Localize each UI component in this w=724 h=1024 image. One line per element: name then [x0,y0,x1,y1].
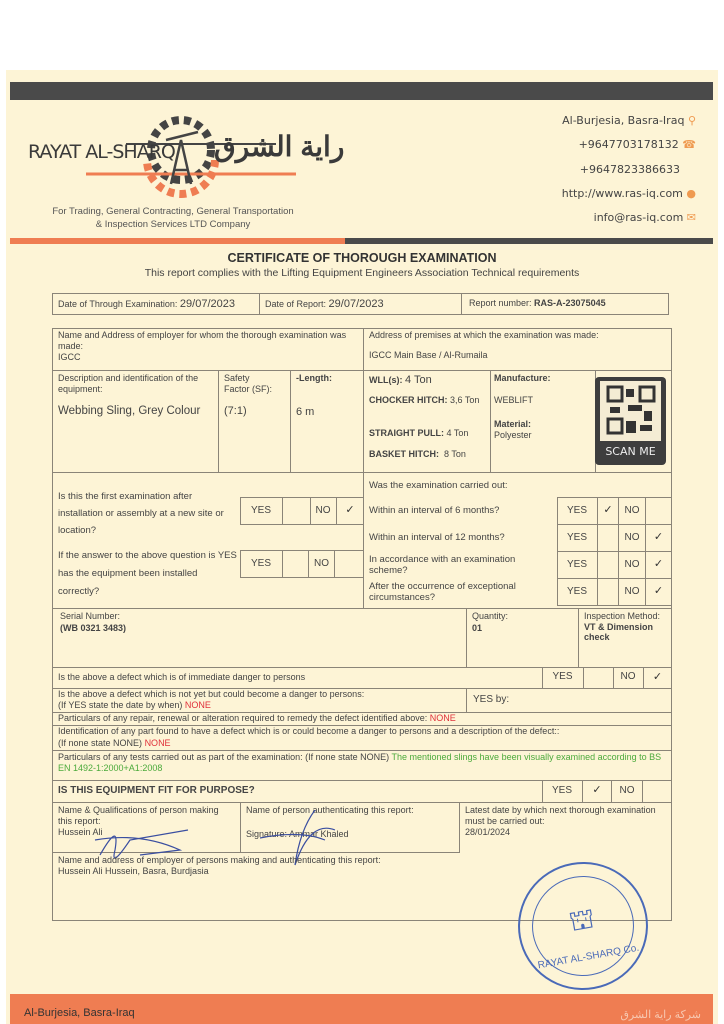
qr-pattern [600,381,661,441]
contact-phone-2[interactable]: +9647823386633 [579,163,680,176]
footer-address: Al-Burjesia, Basra-Iraq [24,1007,135,1019]
length-value: 6 m [296,406,315,418]
derrick-icon: ⛫ [566,902,598,938]
carried-out-question: After the occurrence of exceptional circumstances? [369,581,516,603]
identification-hint: (If none state NONE) [58,738,143,748]
repair-label: Particulars of any repair, renewal or alteration required to remedy the defect identified above: [58,713,428,723]
choker-value: 3,6 Ton [450,395,480,405]
fit-no-box[interactable] [642,780,672,803]
contact-address [562,114,696,127]
carried-out-question: In accordance with an examination scheme? [369,554,516,576]
tests-label: Particulars of any tests carried out as part of the examination: (If none state NONE) [58,752,390,762]
straight-pull-label: STRAIGHT PULL: [369,428,444,438]
no-label: NO [624,559,640,570]
inspection-method-value: VT & Dimension check [584,622,654,642]
employer-value: IGCC [58,352,81,362]
material-label: Material: [494,419,532,429]
immediate-danger-question: Is the above a defect which is of immediate danger to persons [58,672,306,682]
length-label: -Length: [296,373,332,383]
manufacture-value: WEBLIFT [494,395,534,405]
manufacture-label: Manufacture: [494,373,551,383]
tagline-line-1: For Trading, General Contracting, General Transportation [52,206,294,217]
yes-label: YES [552,671,573,682]
certificate-subtitle: This report complies with the Lifting Equipment Engineers Association Technical requirements [144,267,580,279]
yes-label: YES [566,586,587,597]
next-exam-value: 28/01/2024 [465,827,511,837]
yes-label: YES [551,785,572,796]
company-name-en: RAYAT AL-SHARQ [28,141,175,163]
no-label: NO [315,505,331,516]
no-label: NO [619,785,635,796]
first-exam-yes-box[interactable] [282,497,311,525]
tagline-line-2: & Inspection Services LTD Company [95,219,251,230]
length-cell [290,370,364,473]
repair-value: NONE [429,713,456,723]
straight-pull-value: 4 Ton [446,428,469,438]
yes-label: YES [566,505,587,516]
header-dark-bar [10,82,713,100]
tagline [28,205,318,231]
company-name-ar: راية الشرق [214,131,345,162]
phone-1-text[interactable]: +9647703178132 [578,138,679,151]
fit-for-purpose-label: IS THIS EQUIPMENT FIT FOR PURPOSE? [58,785,255,796]
premises-label: Address of premises at which the examination was made: [369,330,599,340]
quantity-label: Quantity: [472,611,509,621]
installed-correctly-question: If the answer to the above question is YES has the equipment been installed correctly? [58,550,237,597]
yes-label: YES [250,505,271,516]
material-value: Polyester [494,430,532,440]
check-icon: ✓ [652,671,663,683]
future-danger-hint: (If YES state the date by when) [58,700,183,710]
wll-value: 4 Ton [405,374,432,386]
contact-phone-1[interactable] [579,138,696,151]
employer-persons-value: Hussein Ali Hussein, Basra, Burdjasia [58,866,209,876]
quantity-value: 01 [472,623,483,633]
email-link[interactable]: info@ras-iq.com [593,211,684,224]
stamp-text: RAYAT AL-SHARQ Co. [536,942,640,972]
certificate-title: CERTIFICATE OF THOROUGH EXAMINATION [227,251,497,265]
no-box[interactable] [645,497,672,525]
yes-box[interactable] [597,578,619,606]
carried-out-label: Was the examination carried out: [369,480,508,491]
identification-label: Identification of any part found to have a defect which is or could become a danger to persons and a description of the defect:: [58,726,560,736]
qr-code[interactable] [595,377,666,465]
check-icon: ✓ [592,784,602,796]
description-value: Webbing Sling, Grey Colour [58,405,201,417]
exam-date-value: 29/07/2023 [179,298,235,310]
identification-value: NONE [144,738,171,748]
website-link[interactable]: http://www.ras-iq.com [561,187,683,200]
maker-label: Name & Qualifications of person making this report: [58,805,219,826]
report-number-value: RAS-A-23075045 [534,298,606,308]
basket-value: 8 Ton [444,449,466,459]
safety-factor-value: (7:1) [224,405,247,417]
exam-date-label: Date of Through Examination: [58,299,178,309]
divider-orange [10,238,345,244]
location-pin-icon: ⚲ [687,114,696,127]
installed-yes-box[interactable] [282,550,309,578]
yes-label: YES [566,532,587,543]
immediate-yes-box[interactable] [583,667,614,689]
first-exam-question: Is this the first examination after installation or assembly at a new site or location? [58,491,224,536]
check-icon: ✓ [603,504,613,516]
authenticator-value: Signature: Ammar Khaled [246,829,349,839]
no-label: NO [314,558,329,569]
phone-icon: ☎ [682,138,696,151]
envelope-icon: ✉ [686,211,696,224]
check-icon: ✓ [345,504,355,516]
report-date-value: 29/07/2023 [328,298,384,310]
no-label: NO [624,505,640,516]
choker-label: CHOCKER HITCH: [369,395,448,405]
report-date-label: Date of Report: [265,299,327,309]
divider-dark [345,238,713,244]
scan-me-label: SCAN ME [605,445,656,458]
no-label: NO [620,671,636,682]
address-text: Al-Burjesia, Basra-Iraq [562,114,685,127]
premises-value: IGCC Main Base / Al-Rumaila [369,350,488,360]
description-label: Description and identification of the equipment: [58,373,199,394]
inspection-method-label: Inspection Method: [584,611,661,621]
yes-box[interactable] [597,551,619,579]
yes-by-label: YES by: [473,694,510,705]
yes-label: YES [566,559,587,570]
contact-email[interactable] [594,211,696,224]
authenticator-label: Name of person authenticating this report: [246,805,414,815]
employer-label: Name and Address of employer for whom the thorough examination was made: [58,330,347,351]
no-label: NO [624,532,640,543]
next-exam-label: Latest date by which next thorough examination must be carried out: [465,805,656,826]
employer-persons-label: Name and address of employer of persons making and authenticating this report: [58,855,381,865]
tests-value: The mentioned slings have been visually examined according to BS EN 1492-1:2000+A1:2008 [58,752,662,773]
qr-code-icon [600,381,661,441]
serial-value: (WB 0321 3483) [60,623,127,633]
future-danger-value: NONE [184,700,211,710]
carried-out-question: Within an interval of 12 months? [369,532,505,543]
footer-arabic: شركة راية الشرق [620,1009,701,1021]
check-icon: ✓ [653,558,664,570]
basket-label: BASKET HITCH: [369,449,439,459]
wll-label: WLL(s): [369,375,403,385]
check-icon: ✓ [653,531,664,543]
installed-no-box[interactable] [334,550,364,578]
future-danger-question: Is the above a defect which is not yet but could become a danger to persons: [58,689,365,699]
report-number-label: Report number: [469,298,532,308]
carried-out-question: Within an interval of 6 months? [369,505,500,516]
check-icon: ✓ [653,585,664,597]
maker-value: Hussein Ali [58,827,103,837]
footer-bar [10,994,713,1024]
serial-label: Serial Number: [60,611,121,621]
globe-icon: ● [686,187,696,200]
no-label: NO [624,586,640,597]
safety-factor-label: Safety Factor (SF): [224,373,273,394]
contact-website[interactable] [562,187,696,200]
yes-box[interactable] [597,524,619,552]
yes-label: YES [250,558,271,569]
